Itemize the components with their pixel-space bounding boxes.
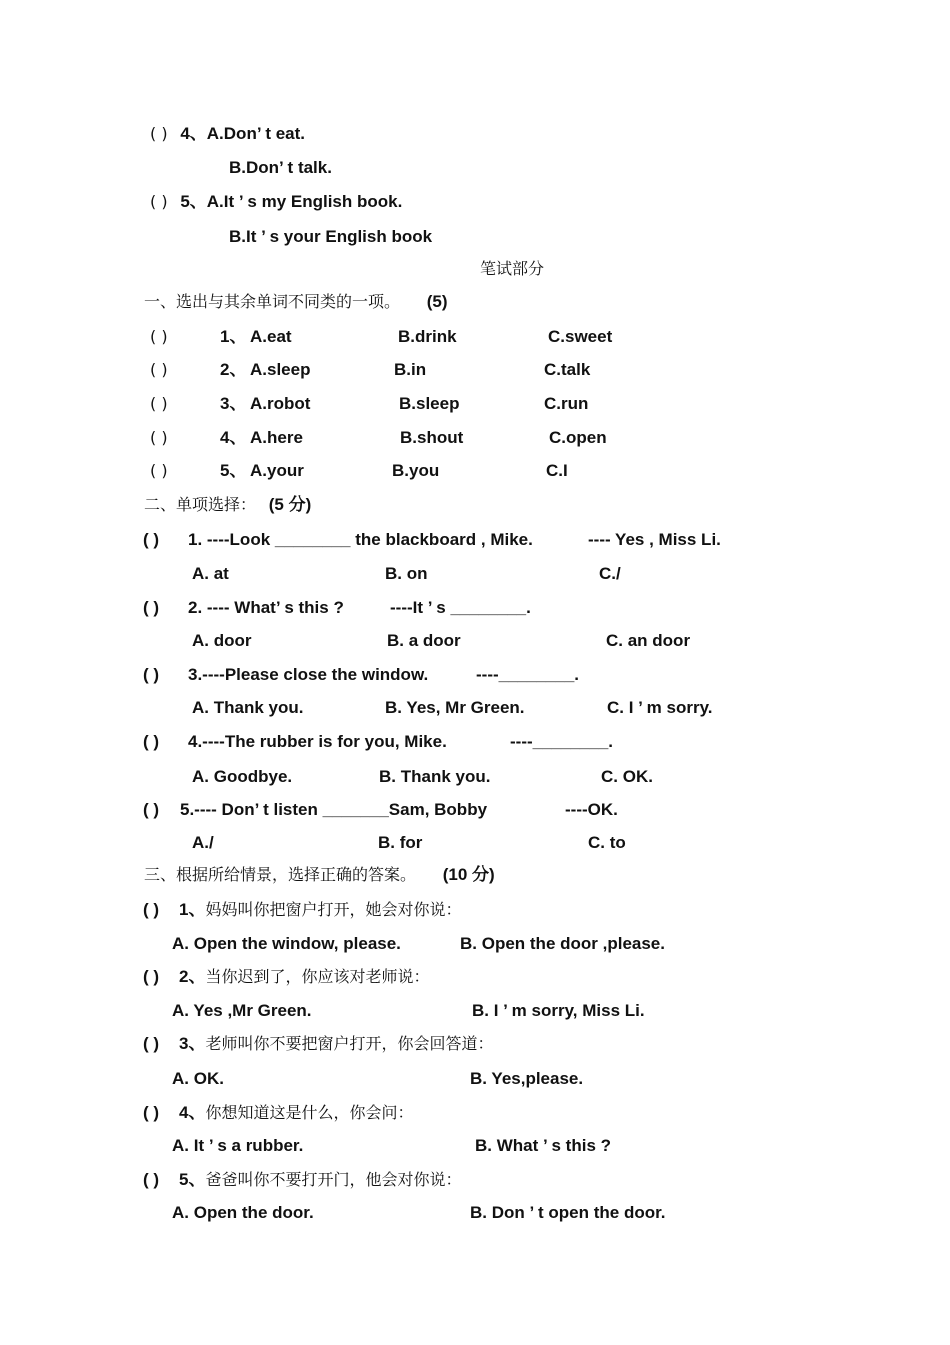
- listening-q5-option-b: B.It ’ s your English book: [229, 227, 433, 246]
- s2-item-4-question: 4.----The rubber is for you, Mike.: [188, 732, 447, 751]
- s3-item-2-b: B. I ’ m sorry, Miss Li.: [472, 1001, 645, 1020]
- s1-item-2-c: C.talk: [544, 360, 591, 379]
- s2-item-1-answer: ---- Yes , Miss Li.: [588, 530, 721, 549]
- question-number: 4、: [179, 1103, 206, 1122]
- question-number: 1、: [179, 900, 206, 919]
- s1-item-4-c: C.open: [549, 428, 607, 447]
- s2-item-2-b: B. a door: [387, 631, 461, 650]
- s2-item-4-a: A. Goodbye.: [192, 767, 293, 786]
- s1-item-3-c: C.run: [544, 394, 589, 413]
- s1-item-4-a: A.here: [250, 428, 303, 447]
- s3-item-2: [179, 966, 429, 988]
- section-heading-text: 一、选出与其余单词不同类的一项。: [144, 292, 401, 311]
- section2-heading: [144, 494, 311, 516]
- s2-item-2-question: 2. ---- What’ s this ?: [188, 598, 344, 617]
- written-part-title: 笔试部分: [480, 259, 545, 278]
- s2-item-1-a: A. at: [192, 564, 229, 583]
- s2-item-3-b: B. Yes, Mr Green.: [385, 698, 525, 717]
- s2-item-1-bracket: ( ): [143, 530, 160, 549]
- s2-item-2-bracket: ( ): [143, 598, 160, 617]
- s1-item-3-num: 3、: [220, 394, 247, 413]
- s2-item-4-answer: ----________.: [510, 732, 614, 751]
- s3-item-5-a: A. Open the door.: [172, 1203, 314, 1222]
- question-number: 3、: [179, 1034, 206, 1053]
- s3-item-4: [179, 1102, 413, 1124]
- s3-item-1-b: B. Open the door ,please.: [460, 934, 665, 953]
- s1-item-5: [150, 460, 168, 482]
- answer-bracket: ( ): [150, 124, 168, 143]
- answer-bracket: ( ): [150, 461, 168, 480]
- s1-item-5-c: C.I: [546, 461, 568, 480]
- question-number: 2、: [179, 967, 206, 986]
- section-score: (10 分): [442, 865, 495, 884]
- section-score: (5 分): [268, 495, 312, 514]
- answer-bracket: ( ): [150, 428, 168, 447]
- scenario-prompt: 老师叫你不要把窗户打开，你会回答道：: [205, 1034, 494, 1053]
- s2-item-3-answer: ----________.: [476, 665, 580, 684]
- s3-item-1-bracket: ( ): [143, 900, 160, 919]
- answer-bracket: ( ): [150, 394, 168, 413]
- s1-item-1-a: A.eat: [250, 327, 292, 346]
- s1-item-2-a: A.sleep: [250, 360, 311, 379]
- s1-item-2-num: 2、: [220, 360, 247, 379]
- s2-item-5-question: 5.---- Don’ t listen _______Sam, Bobby: [180, 800, 488, 819]
- s3-item-3-b: B. Yes,please.: [470, 1069, 584, 1088]
- s1-item-1: [150, 326, 168, 348]
- scenario-prompt: 爸爸叫你不要打开门，他会对你说：: [205, 1170, 462, 1189]
- s2-item-1-question: 1. ----Look ________ the blackboard , Mike.: [188, 530, 533, 549]
- option-a: A.Don’ t eat.: [206, 124, 306, 143]
- s2-item-2-a: A. door: [192, 631, 252, 650]
- option-a: A.It ’ s my English book.: [206, 192, 403, 211]
- s3-item-4-a: A. It ’ s a rubber.: [172, 1136, 304, 1155]
- s3-item-5-bracket: ( ): [143, 1170, 160, 1189]
- s3-item-4-bracket: ( ): [143, 1103, 160, 1122]
- section-score: (5): [426, 292, 448, 311]
- s2-item-5-a: A./: [192, 833, 214, 852]
- s3-item-2-bracket: ( ): [143, 967, 160, 986]
- s2-item-2-c: C. an door: [606, 631, 691, 650]
- s2-item-5-answer: ----OK.: [565, 800, 618, 819]
- s1-item-3-b: B.sleep: [399, 394, 460, 413]
- s2-item-1-c: C./: [599, 564, 621, 583]
- scenario-prompt: 妈妈叫你把窗户打开，她会对你说：: [205, 900, 462, 919]
- question-number: 5、: [180, 192, 207, 211]
- scenario-prompt: 当你迟到了，你应该对老师说：: [205, 967, 430, 986]
- s2-item-4-b: B. Thank you.: [379, 767, 491, 786]
- section1-heading: [144, 291, 448, 313]
- section-heading-text: 二、单项选择：: [144, 495, 257, 514]
- s3-item-3: [179, 1033, 493, 1055]
- s2-item-1-b: B. on: [385, 564, 428, 583]
- question-number: 4、: [180, 124, 207, 143]
- s1-item-1-c: C.sweet: [548, 327, 613, 346]
- listening-q4-option-b: B.Don’ t talk.: [229, 158, 332, 177]
- s3-item-5-b: B. Don ’ t open the door.: [470, 1203, 666, 1222]
- s1-item-5-a: A.your: [250, 461, 304, 480]
- s3-item-3-bracket: ( ): [143, 1034, 160, 1053]
- s1-item-2: [150, 359, 168, 381]
- s3-item-1: [179, 899, 461, 921]
- s3-item-4-b: B. What ’ s this ?: [475, 1136, 612, 1155]
- s1-item-1-num: 1、: [220, 327, 247, 346]
- s1-item-4: [150, 427, 168, 449]
- s1-item-4-num: 4、: [220, 428, 247, 447]
- s2-item-3-c: C. I ’ m sorry.: [607, 698, 713, 717]
- s1-item-3: [150, 393, 168, 415]
- s2-item-5-b: B. for: [378, 833, 423, 852]
- s2-item-3-a: A. Thank you.: [192, 698, 304, 717]
- section3-heading: [144, 864, 495, 886]
- s2-item-4-bracket: ( ): [143, 732, 160, 751]
- s3-item-3-a: A. OK.: [172, 1069, 224, 1088]
- s2-item-5-c: C. to: [588, 833, 626, 852]
- s1-item-1-b: B.drink: [398, 327, 457, 346]
- s2-item-3-bracket: ( ): [143, 665, 160, 684]
- s2-item-4-c: C. OK.: [601, 767, 653, 786]
- s1-item-5-num: 5、: [220, 461, 247, 480]
- answer-bracket: ( ): [150, 360, 168, 379]
- s1-item-4-b: B.shout: [400, 428, 464, 447]
- s3-item-1-a: A. Open the window, please.: [172, 934, 401, 953]
- section-heading-text: 三、根据所给情景，选择正确的答案。: [144, 865, 417, 884]
- answer-bracket: ( ): [150, 192, 168, 211]
- answer-bracket: ( ): [150, 327, 168, 346]
- s1-item-5-b: B.you: [392, 461, 440, 480]
- listening-q4: [150, 123, 305, 145]
- scenario-prompt: 你想知道这是什么，你会问：: [205, 1103, 414, 1122]
- s1-item-2-b: B.in: [394, 360, 427, 379]
- s3-item-2-a: A. Yes ,Mr Green.: [172, 1001, 312, 1020]
- s1-item-3-a: A.robot: [250, 394, 311, 413]
- question-number: 5、: [179, 1170, 206, 1189]
- listening-q5: [150, 191, 402, 213]
- s3-item-5: [179, 1169, 461, 1191]
- s2-item-3-question: 3.----Please close the window.: [188, 665, 429, 684]
- s2-item-2-answer: ----It ’ s ________.: [390, 598, 531, 617]
- s2-item-5-bracket: ( ): [143, 800, 160, 819]
